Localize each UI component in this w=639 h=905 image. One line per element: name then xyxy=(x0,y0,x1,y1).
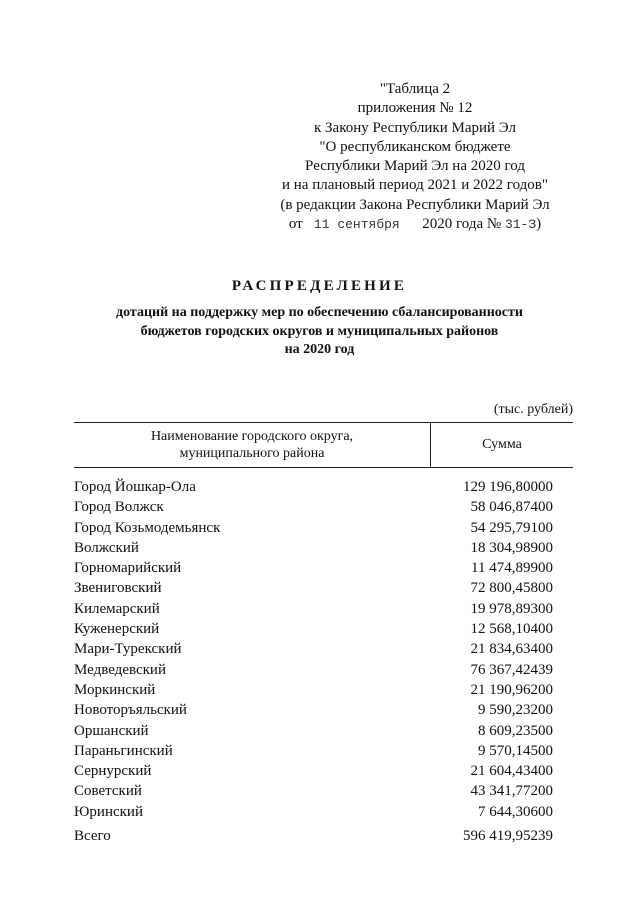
table-row xyxy=(74,497,573,517)
total-value: 596 419,95239 xyxy=(463,828,553,845)
row-value: 72 800,45800 xyxy=(470,580,553,597)
table-row xyxy=(74,721,573,741)
table-body xyxy=(74,477,573,846)
row-value: 129 196,80000 xyxy=(463,479,553,495)
table-row xyxy=(74,660,573,680)
row-name: Новоторъяльский xyxy=(74,702,187,719)
row-name: Город Йошкар-Ола xyxy=(74,479,196,495)
date-stamp: 11 сентября xyxy=(313,217,400,233)
table-row xyxy=(74,802,573,822)
table-row xyxy=(74,599,573,619)
table-row xyxy=(74,619,573,639)
header-line: к Закону Республики Марий Эл xyxy=(313,119,516,136)
table-row xyxy=(74,761,573,781)
row-name: Город Волжск xyxy=(74,499,164,516)
table-row xyxy=(74,518,573,538)
document-title-block xyxy=(0,278,639,360)
row-name: Килемарский xyxy=(74,600,160,617)
row-value: 19 978,89300 xyxy=(470,600,553,617)
row-name: Советский xyxy=(74,783,142,800)
row-name: Медведевский xyxy=(74,661,166,678)
units-label: (тыс. рублей) xyxy=(493,402,573,417)
subtitle-line: дотаций на поддержку мер по обеспечению сбалансированности xyxy=(116,305,523,320)
subtitle-line: на 2020 год xyxy=(284,342,355,357)
document-title: РАСПРЕДЕЛЕНИЕ xyxy=(231,278,408,294)
row-name: Оршанский xyxy=(74,722,149,739)
row-value: 18 304,98900 xyxy=(470,539,553,556)
table-row xyxy=(74,538,573,558)
table-row xyxy=(74,700,573,720)
header-date-line xyxy=(255,215,575,234)
number-stamp: 31-З xyxy=(504,217,537,233)
row-name: Звениговский xyxy=(74,580,162,597)
row-name: Сернурский xyxy=(74,763,152,780)
row-value: 9 570,14500 xyxy=(478,742,553,759)
date-suffix: 2020 года № xyxy=(422,216,502,233)
row-value: 58 046,87400 xyxy=(470,499,553,516)
column-header-name xyxy=(74,423,431,467)
row-value: 21 604,43400 xyxy=(470,763,553,780)
row-name: Мари-Турекский xyxy=(74,641,182,658)
header-line: приложения № 12 xyxy=(357,100,473,117)
header-line: "Таблица 2 xyxy=(379,81,451,97)
row-name: Город Козьмодемьянск xyxy=(74,519,221,536)
row-name: Моркинский xyxy=(74,681,156,698)
table-row xyxy=(74,741,573,761)
column-header-name-line: муниципального района xyxy=(179,446,325,461)
row-name: Куженерский xyxy=(74,621,160,638)
total-label: Всего xyxy=(74,828,111,845)
row-name: Параньгинский xyxy=(74,742,173,759)
row-value: 11 474,89900 xyxy=(471,560,553,577)
table-row xyxy=(74,578,573,598)
date-prefix: от xyxy=(288,216,303,233)
header-line: и на плановый период 2021 и 2022 годов" xyxy=(282,177,548,194)
row-name: Горномарийский xyxy=(74,560,182,577)
table-row xyxy=(74,781,573,801)
closing-paren: ) xyxy=(536,216,542,233)
table-row xyxy=(74,558,573,578)
allocation-table xyxy=(74,422,573,846)
row-value: 54 295,79100 xyxy=(470,519,553,536)
row-value: 43 341,77200 xyxy=(470,783,553,800)
row-name: Юринский xyxy=(74,803,143,820)
row-value: 76 367,42439 xyxy=(470,661,553,678)
row-value: 8 609,23500 xyxy=(478,722,553,739)
row-value: 7 644,30600 xyxy=(478,803,553,820)
column-header-name-line: Наименование городского округа, xyxy=(150,429,354,444)
document-subtitle xyxy=(0,304,639,360)
row-value: 9 590,23200 xyxy=(478,702,553,719)
header-line: "О республиканском бюджете xyxy=(319,138,511,155)
header-line: (в редакции Закона Республики Марий Эл xyxy=(280,196,550,213)
total-row xyxy=(74,826,573,846)
row-value: 21 834,63400 xyxy=(470,641,553,658)
table-header xyxy=(74,422,573,468)
row-value: 12 568,10400 xyxy=(470,621,553,638)
table-row xyxy=(74,639,573,659)
subtitle-line: бюджетов городских округов и муниципальных районов xyxy=(140,323,499,339)
header-line: Республики Марий Эл на 2020 год xyxy=(305,158,525,175)
table-row xyxy=(74,680,573,700)
row-value: 21 190,96200 xyxy=(470,681,553,698)
table-row xyxy=(74,477,573,497)
row-name: Волжский xyxy=(74,539,139,556)
column-header-sum: Сумма xyxy=(482,437,522,452)
document-header xyxy=(255,80,575,234)
